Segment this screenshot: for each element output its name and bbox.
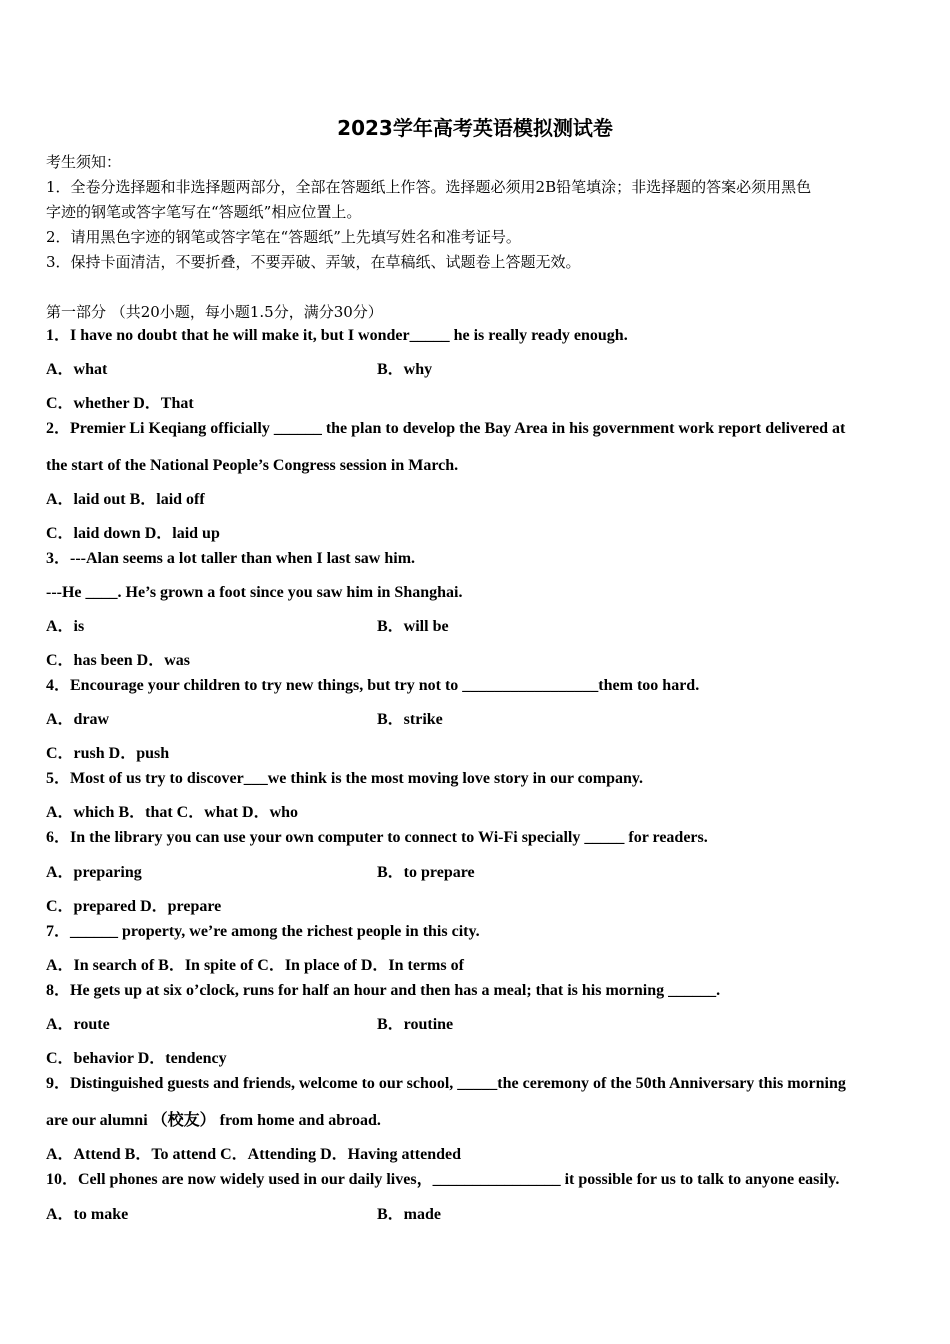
notice-line-3: 3．保持卡面清洁，不要折叠，不要弄破、弄皱，在草稿纸、试题卷上答题无效。 xyxy=(46,253,581,271)
question-4-option-cd[interactable]: C．rush D．push xyxy=(46,745,170,762)
question-6-option-cd[interactable]: C．prepared D．prepare xyxy=(46,898,222,915)
question-6-option-a[interactable]: A．preparing xyxy=(46,864,142,881)
notice-line-2: 2．请用黑色字迹的钢笔或答字笔在“答题纸”上先填写姓名和准考证号。 xyxy=(46,228,521,246)
question-3-option-a[interactable]: A．is xyxy=(46,618,85,635)
notice-heading: 考生须知： xyxy=(46,153,122,171)
question-7-stem: 7．______ property, we’re among the richest people in this city. xyxy=(46,923,480,940)
question-8-option-a[interactable]: A．route xyxy=(46,1016,110,1033)
question-4-option-b[interactable]: B．strike xyxy=(377,711,443,728)
question-3-stem-line-1: 3．---Alan seems a lot taller than when I last saw him. xyxy=(46,550,416,567)
question-1-option-cd[interactable]: C．whether D．That xyxy=(46,395,194,412)
question-1-stem: 1．I have no doubt that he will make it, but I wonder_____ he is really ready enough. xyxy=(46,327,628,344)
question-10-option-a[interactable]: A．to make xyxy=(46,1206,129,1223)
question-2-option-ab[interactable]: A．laid out B．laid off xyxy=(46,491,205,508)
question-10-option-b[interactable]: B．made xyxy=(377,1206,442,1223)
question-2-option-cd[interactable]: C．laid down D．laid up xyxy=(46,525,220,542)
question-1-option-a[interactable]: A．what xyxy=(46,361,108,378)
question-3-option-b[interactable]: B．will be xyxy=(377,618,449,635)
question-9-options[interactable]: A．Attend B．To attend C．Attending D．Having attended xyxy=(46,1146,462,1163)
question-4-stem: 4．Encourage your children to try new things, but try not to _________________them too hard. xyxy=(46,677,700,694)
question-10-stem: 10．Cell phones are now widely used in our daily lives，________________ it possible for us to talk to anyone easily. xyxy=(46,1171,840,1188)
page-title: 2023学年高考英语模拟测试卷 xyxy=(337,116,613,140)
question-8-stem: 8．He gets up at six o’clock, runs for half an hour and then has a meal; that is his morning ______. xyxy=(46,982,721,999)
question-2-stem-line-2: the start of the National People’s Congress session in March. xyxy=(46,457,459,474)
question-7-options[interactable]: A．In search of B．In spite of C．In place of D．In terms of xyxy=(46,957,464,974)
question-1-option-b[interactable]: B．why xyxy=(377,361,433,378)
question-9-stem-line-2: are our alumni （校友） from home and abroad. xyxy=(46,1112,381,1129)
notice-line-1a: 1．全卷分选择题和非选择题两部分，全部在答题纸上作答。选择题必须用2B铅笔填涂；非选择题的答案必须用黑色 xyxy=(46,178,812,196)
question-4-option-a[interactable]: A．draw xyxy=(46,711,110,728)
question-5-options[interactable]: A．which B．that C．what D．who xyxy=(46,804,299,821)
question-6-stem: 6．In the library you can use your own computer to connect to Wi-Fi specially _____ for readers. xyxy=(46,829,708,846)
question-5-stem: 5．Most of us try to discover___we think is the most moving love story in our company. xyxy=(46,770,644,787)
question-8-option-b[interactable]: B．routine xyxy=(377,1016,454,1033)
question-3-option-cd[interactable]: C．has been D．was xyxy=(46,652,191,669)
section-heading: 第一部分 （共20小题，每小题1.5分，满分30分） xyxy=(46,303,383,321)
question-2-stem-line-1: 2．Premier Li Keqiang officially ______ the plan to develop the Bay Area in his government work report delivered at xyxy=(46,420,846,437)
notice-line-1b: 字迹的钢笔或答字笔写在“答题纸”相应位置上。 xyxy=(46,203,362,221)
question-3-stem-line-2: ---He ____. He’s grown a foot since you saw him in Shanghai. xyxy=(46,584,463,601)
question-6-option-b[interactable]: B．to prepare xyxy=(377,864,475,881)
question-9-stem-line-1: 9．Distinguished guests and friends, welcome to our school, _____the ceremony of the 50th Anniversary this morning xyxy=(46,1075,846,1092)
question-8-option-cd[interactable]: C．behavior D．tendency xyxy=(46,1050,227,1067)
